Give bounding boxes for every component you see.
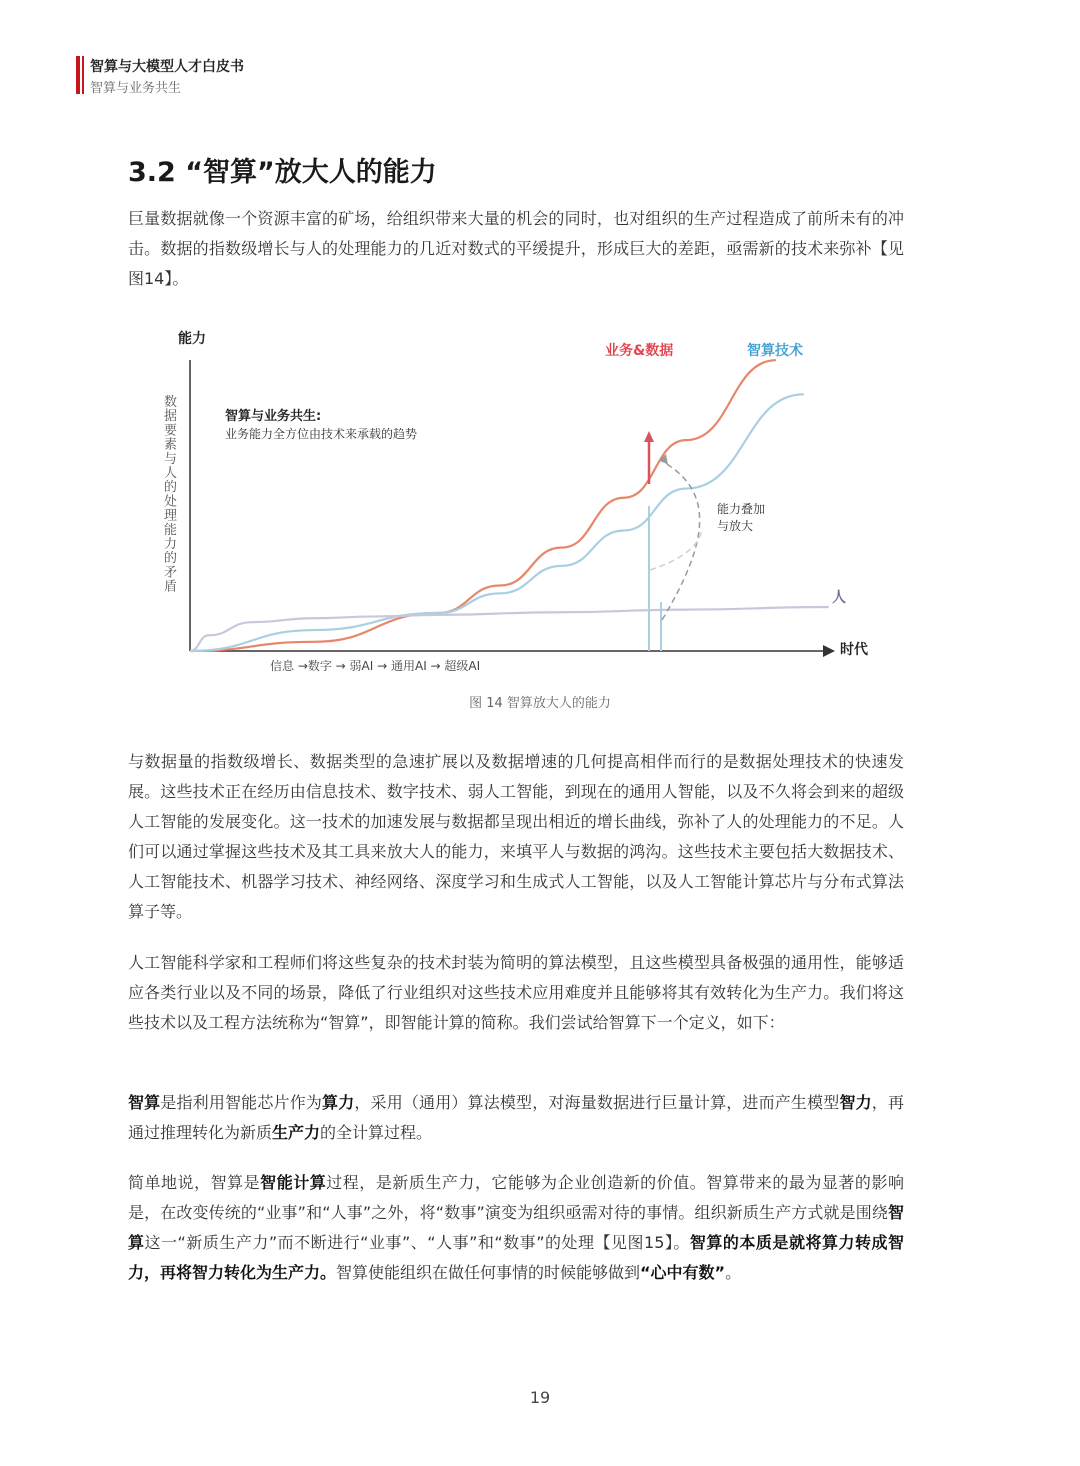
paragraph-intro: 巨量数据就像一个资源丰富的矿场，给组织带来大量的机会的同时，也对组织的生产过程造成了前所未有的冲击。数据的指数级增长与人的处理能力的几近对数式的平缓提升，形成巨大的差距，亟需新的技术来弥补【见图14】。 <box>128 209 904 288</box>
term-shengchanli: 生产力 <box>272 1123 321 1142</box>
phrase-xin-zhong-you-shu: “心中有数” <box>640 1263 726 1282</box>
y-axis-side-label: 数据要素与人的处理能力的矛盾 <box>164 395 178 595</box>
term-intelligent-computing: 智能计算 <box>260 1173 327 1192</box>
figure-14-chart <box>150 320 870 680</box>
series-label-business-data: 业务&数据 <box>605 343 674 359</box>
annotation-amplify-line2: 与放大 <box>717 519 754 533</box>
term-zhisuan-2: 智算 <box>128 1203 904 1252</box>
series-label-human: 人 <box>832 590 846 606</box>
term-zhisuan: 智算 <box>128 1093 161 1112</box>
essence-statement: 智算的本质是就将算力转成智力，再将智力转化为生产力。 <box>128 1233 904 1282</box>
dashed-curved-arrow <box>660 460 700 620</box>
term-suanli: 算力 <box>322 1093 355 1112</box>
x-axis-era-label: 信息 →数字 → 弱AI → 通用AI → 超级AI <box>270 659 481 673</box>
paragraph-definition-intro: 人工智能科学家和工程师们将这些复杂的技术封装为简明的算法模型，且这些模型具备极强的通用性，能够适应各类行业以及不同的场景，降低了行业组织对这些技术应用难度并且能够将其有效转化为生产力。我们将这些技术以及工程方法统称为“智算”，即智能计算的简称。我们尝试给智算下一个定义，如下： <box>128 953 904 1032</box>
amplification-red-arrowhead <box>644 431 654 442</box>
dashed-inner-curve <box>650 530 702 570</box>
header-title: 智算与大模型人才白皮书 <box>90 59 244 75</box>
paragraph-summary: 简单地说，智算是智能计算过程，是新质生产力，它能够为企业创造新的价值。智算带来的最为显著的影响是，在改变传统的“业事”和“人事”之外，将“数事”演变为组织亟需对待的事情。组织新质生产方式就是围绕智算这一“新质生产力”而不断进行“业事”、“人事”和“数事”的处理【见图15】。智算的本质是就将算力转成智力，再将智力转化为生产力。智算使能组织在做任何事情的时候能够做到“心中有数”。 <box>128 1173 904 1282</box>
header-subtitle: 智算与业务共生 <box>90 81 182 96</box>
series-line-human <box>190 607 829 651</box>
x-axis-label: 时代 <box>840 642 868 658</box>
y-axis-label: 能力 <box>178 331 206 347</box>
term-zhili: 智力 <box>839 1093 872 1112</box>
page-number: 19 <box>529 1388 551 1407</box>
annotation-amplify-line1: 能力叠加 <box>717 502 766 516</box>
header-accent-bar-thin <box>82 56 84 94</box>
figure-caption: 图 14 智算放大人的能力 <box>469 696 611 711</box>
annotation-body: 业务能力全方位由技术来承载的趋势 <box>225 427 418 441</box>
series-line-business-data <box>190 360 776 651</box>
paragraph-definition: 智算是指利用智能芯片作为算力，采用（通用）算法模型，对海量数据进行巨量计算，进而产生模型智力，再通过推理转化为新质生产力的全计算过程。 <box>128 1093 904 1142</box>
series-label-ai-tech: 智算技术 <box>747 343 803 359</box>
section-title: 3.2 “智算”放大人的能力 <box>128 157 437 188</box>
header-accent-bar <box>76 56 80 94</box>
paragraph-tech-development: 与数据量的指数级增长、数据类型的急速扩展以及数据增速的几何提高相伴而行的是数据处理技术的快速发展。这些技术正在经历由信息技术、数字技术、弱人工智能，到现在的通用人智能，以及不久将会到来的超级人工智能的发展变化。这一技术的加速发展与数据都呈现出相近的增长曲线，弥补了人的处理能力的不足。人们可以通过掌握这些技术及其工具来放大人的能力，来填平人与数据的鸿沟。这些技术主要包括大数据技术、人工智能技术、机器学习技术、神经网络、深度学习和生成式人工智能，以及人工智能计算芯片与分布式算法算子等。 <box>128 752 904 921</box>
annotation-title: 智算与业务共生: <box>225 409 322 424</box>
